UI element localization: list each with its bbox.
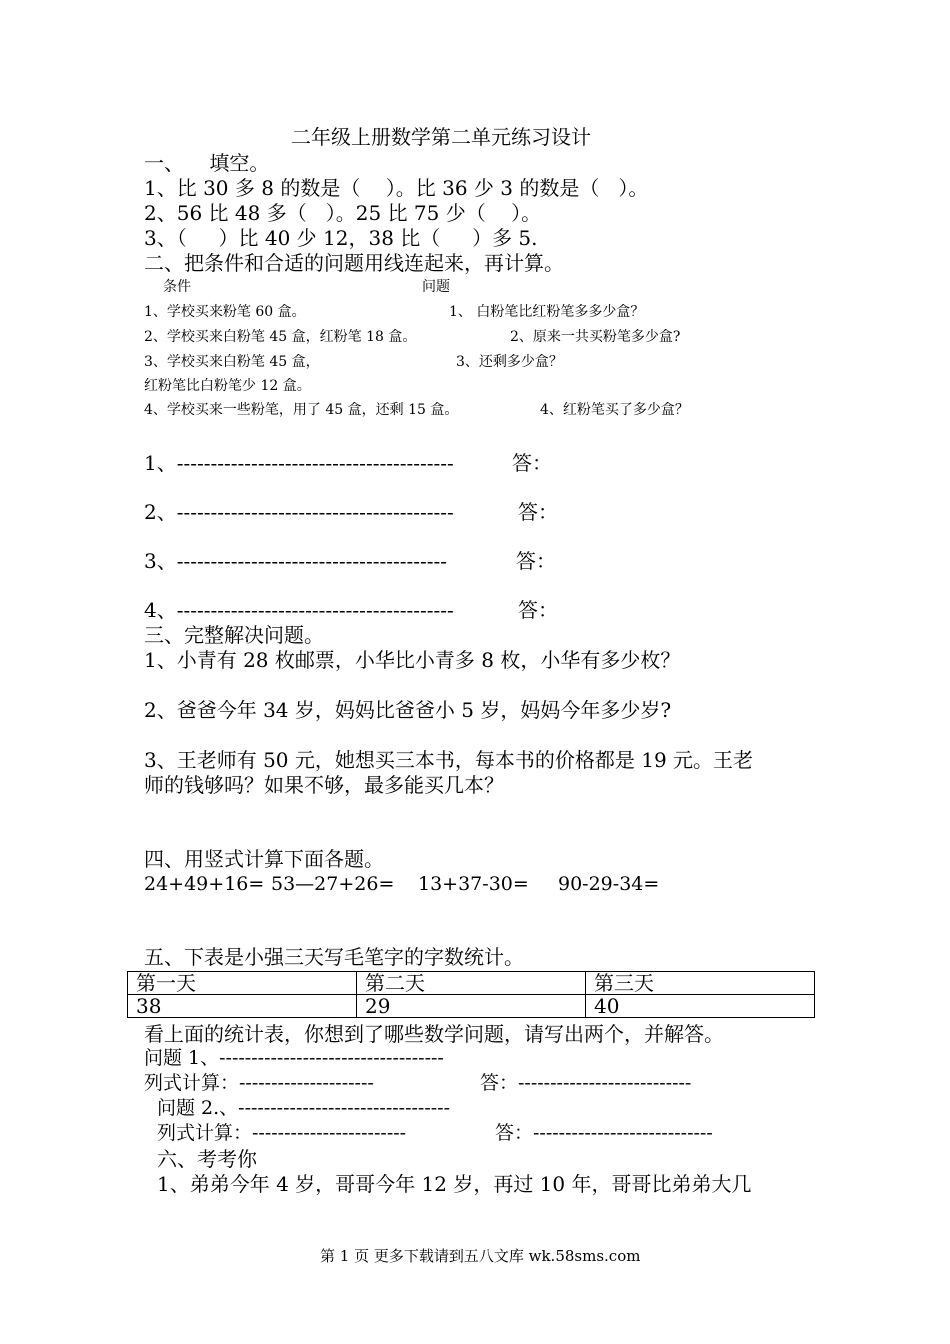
calc-line: 列式计算：---------------------: [144, 1072, 374, 1094]
table-header-cell: 第三天: [586, 972, 815, 995]
section-heading: 五、下表是小强三天写毛笔字的字数统计。: [144, 945, 524, 969]
conditions-label: 条件: [163, 279, 191, 295]
answer-label: 答：: [512, 451, 552, 475]
question-line: 3、王老师有 50 元，她想买三本书，每本书的价格都是 19 元。王老: [144, 748, 754, 772]
expression: 90-29-34=: [558, 873, 660, 895]
stats-table: [127, 971, 815, 1018]
questions-label: 问题: [422, 279, 450, 295]
condition-item: 4、学校买来一些粉笔，用了 45 盒，还剩 15 盒。: [144, 402, 459, 418]
answer-line: 答：---------------------------: [480, 1072, 692, 1094]
table-header-row: [128, 972, 815, 995]
question-line: 1、弟弟今年 4 岁，哥哥今年 12 岁，再过 10 年，哥哥比弟弟大几: [157, 1172, 752, 1196]
section-heading: 三、完整解决问题。: [144, 623, 324, 647]
calc-line: 1、-----------------------------------------: [144, 451, 454, 475]
answer-line: 答：----------------------------: [495, 1122, 713, 1144]
expression: 53—27+26=: [271, 873, 395, 895]
calc-line: 4、-----------------------------------------: [144, 598, 454, 622]
question-line: 2、爸爸今年 34 岁，妈妈比爸爸小 5 岁，妈妈今年多少岁?: [144, 698, 672, 722]
condition-item: 红粉笔比白粉笔少 12 盒。: [144, 378, 311, 394]
table-cell: 38: [128, 995, 357, 1018]
question-line: 1、比 30 多 8 的数是（ ）。比 36 少 3 的数是（ ）。: [144, 176, 649, 200]
calc-line: 列式计算：------------------------: [157, 1122, 407, 1144]
question-line: 问题 2.、---------------------------------: [157, 1097, 451, 1119]
calc-line: 2、-----------------------------------------: [144, 500, 454, 524]
table-cell: 40: [586, 995, 815, 1018]
question-line: 问题 1、-----------------------------------: [144, 1047, 444, 1069]
answer-label: 答：: [518, 598, 558, 622]
answer-label: 答：: [516, 549, 556, 573]
question-item: 4、红粉笔买了多少盒？: [540, 402, 689, 418]
prompt-text: 看上面的统计表，你想到了哪些数学问题，请写出两个，并解答。: [144, 1022, 724, 1046]
table-header-cell: 第一天: [128, 972, 357, 995]
page-title: 二年级上册数学第二单元练习设计: [291, 125, 591, 149]
condition-item: 3、学校买来白粉笔 45 盒，: [144, 354, 320, 370]
expression: 24+49+16=: [144, 873, 265, 895]
condition-item: 1、学校买来粉笔 60 盒。: [144, 304, 306, 320]
table-cell: 29: [357, 995, 586, 1018]
section-heading: 六、考考你: [157, 1147, 257, 1171]
calc-line: 3、----------------------------------------: [144, 549, 448, 573]
question-line: 3、（ ）比 40 少 12，38 比（ ）多 5.: [144, 226, 538, 250]
section-heading: 四、用竖式计算下面各题。: [144, 847, 384, 871]
section-heading: 一、 填空。: [144, 151, 270, 175]
question-item: 2、原来一共买粉笔多少盒?: [510, 329, 681, 345]
page-footer: 第 1 页 更多下载请到五八文库 wk.58sms.com: [320, 1247, 641, 1265]
table-header-cell: 第二天: [357, 972, 586, 995]
answer-label: 答：: [518, 500, 558, 524]
question-line: 师的钱够吗？如果不够，最多能买几本？: [144, 773, 504, 797]
question-line: 2、56 比 48 多（ ）。25 比 75 少（ ）。: [144, 201, 542, 225]
expression: 13+37-30=: [418, 873, 529, 895]
question-item: 1、 白粉笔比红粉笔多多少盒？: [449, 304, 645, 320]
section-heading: 二、把条件和合适的问题用线连起来，再计算。: [144, 251, 564, 275]
table-row: [128, 995, 815, 1018]
condition-item: 2、学校买来白粉笔 45 盒，红粉笔 18 盒。: [144, 329, 417, 345]
question-line: 1、小青有 28 枚邮票，小华比小青多 8 枚，小华有多少枚？: [144, 648, 681, 672]
question-item: 3、还剩多少盒？: [456, 354, 563, 370]
